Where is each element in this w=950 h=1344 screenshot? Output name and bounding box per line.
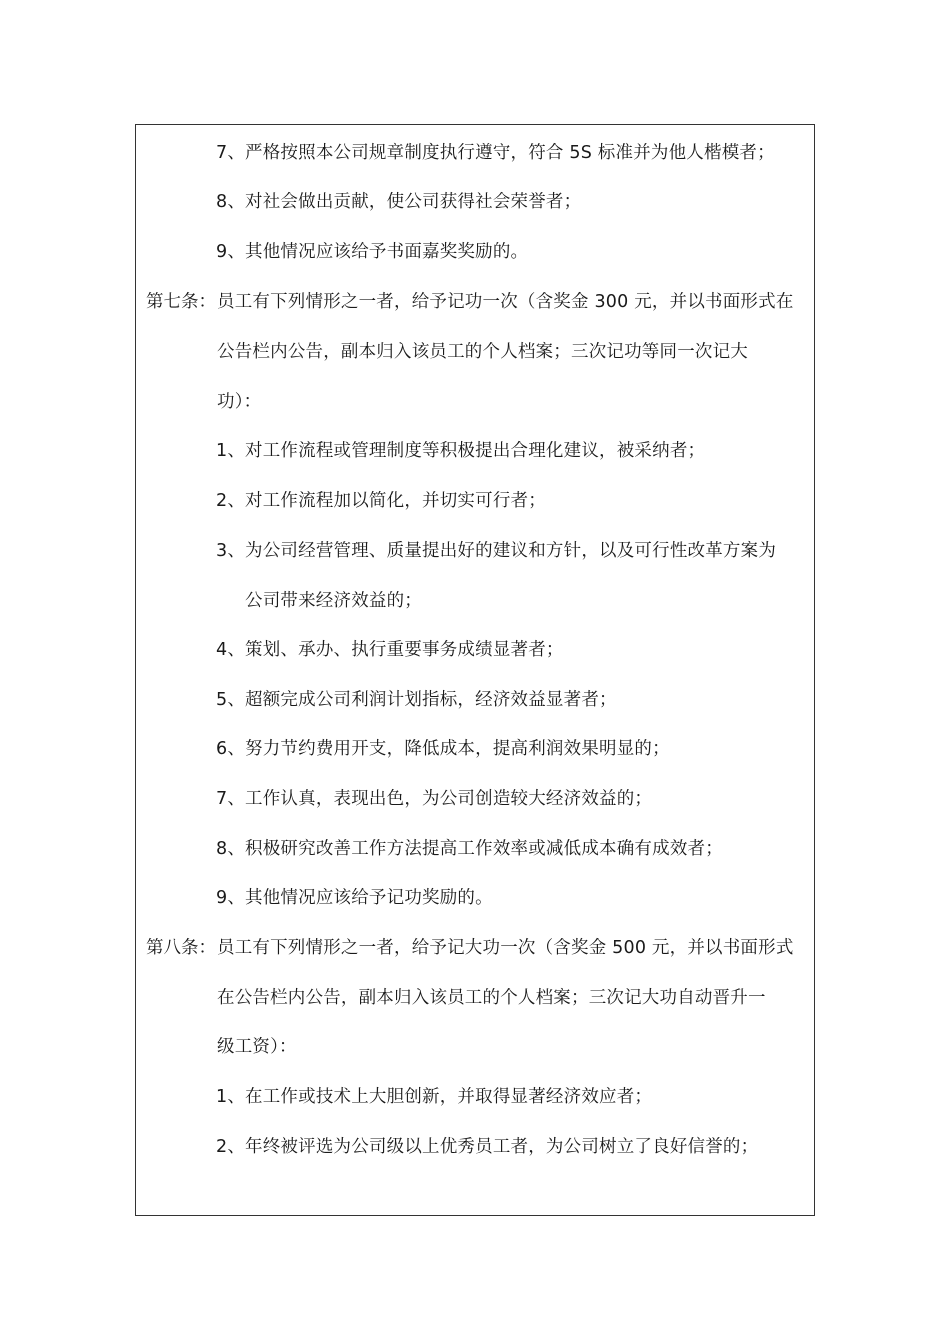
list-item: 2、年终被评选为公司级以上优秀员工者，为公司树立了良好信誉的；: [216, 1137, 759, 1157]
list-item: 9、其他情况应该给予记功奖励的。: [216, 888, 493, 908]
article-label-eighth: 第八条：: [146, 938, 216, 958]
list-item-continuation: 公司带来经济效益的；: [245, 591, 422, 611]
list-item: 3、为公司经营管理、质量提出好的建议和方针，以及可行性改革方案为: [216, 541, 777, 561]
list-item: 8、积极研究改善工作方法提高工作效率或减低成本确有成效者；: [216, 839, 723, 859]
list-item: 1、对工作流程或管理制度等积极提出合理化建议，被采纳者；: [216, 441, 706, 461]
article-text: 级工资）：: [217, 1037, 297, 1057]
article-label-seventh: 第七条：: [146, 292, 216, 312]
list-item: 2、对工作流程加以简化，并切实可行者；: [216, 491, 546, 511]
list-item: 6、努力节约费用开支，降低成本，提高利润效果明显的；: [216, 739, 670, 759]
list-item: 1、在工作或技术上大胆创新，并取得显著经济效应者；: [216, 1087, 653, 1107]
list-item: 8、对社会做出贡献，使公司获得社会荣誉者；: [216, 192, 582, 212]
article-text: 员工有下列情形之一者，给予记大功一次（含奖金 500 元，并以书面形式: [217, 938, 794, 958]
list-item: 7、严格按照本公司规章制度执行遵守，符合 5S 标准并为他人楷模者；: [216, 143, 775, 163]
list-item: 9、其他情况应该给予书面嘉奖奖励的。: [216, 242, 529, 262]
article-text: 公告栏内公告，副本归入该员工的个人档案；三次记功等同一次记大: [217, 342, 748, 362]
article-text: 功）：: [217, 392, 262, 412]
list-item: 4、策划、承办、执行重要事务成绩显著者；: [216, 640, 564, 660]
article-text: 在公告栏内公告，副本归入该员工的个人档案；三次记大功自动晋升一: [217, 988, 766, 1008]
list-item: 7、工作认真，表现出色，为公司创造较大经济效益的；: [216, 789, 653, 809]
article-text: 员工有下列情形之一者，给予记功一次（含奖金 300 元，并以书面形式在: [217, 292, 794, 312]
list-item: 5、超额完成公司利润计划指标，经济效益显著者；: [216, 690, 617, 710]
